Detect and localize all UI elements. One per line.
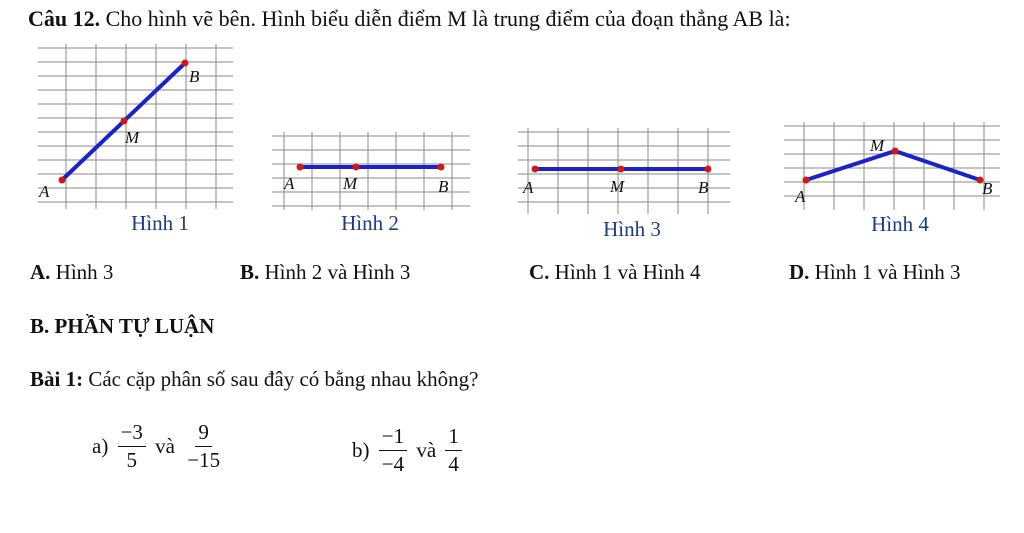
figure-1-point-b	[182, 60, 189, 67]
figure-4-point-a	[803, 177, 810, 184]
pair-b-fraction-2	[445, 425, 462, 476]
figure-3-point-b	[705, 166, 712, 173]
figure-2-grid	[272, 132, 470, 210]
fraction-pair-a	[92, 421, 227, 472]
pair-a-f2-numerator: 9	[195, 421, 212, 447]
pair-b-f2-numerator: 1	[445, 425, 462, 451]
question-title	[28, 6, 791, 32]
option-d-letter: D.	[789, 260, 810, 284]
pair-b-label: b)	[352, 438, 370, 463]
figure-2-caption: Hình 2	[341, 211, 399, 235]
figure-1	[38, 44, 238, 214]
exercise-prompt	[30, 367, 478, 392]
pair-a-fraction-2	[184, 421, 223, 472]
pair-a-f1-numerator: −3	[118, 421, 146, 447]
option-a[interactable]	[30, 260, 113, 285]
figure-2	[272, 132, 472, 212]
option-b-letter: B.	[240, 260, 260, 284]
figure-4-label-m: M	[870, 136, 885, 155]
figure-4-caption: Hình 4	[871, 212, 929, 236]
option-b-text: Hình 2 và Hình 3	[264, 260, 411, 284]
figure-1-grid	[38, 44, 233, 209]
figure-2-label-b: B	[438, 177, 449, 196]
figure-3	[518, 128, 733, 218]
fraction-pair-b	[352, 425, 466, 476]
section-title: B. PHẦN TỰ LUẬN	[30, 314, 215, 338]
figure-3-label-m: M	[610, 177, 625, 196]
figure-4-label-b: B	[982, 179, 993, 198]
pair-b-f1-numerator: −1	[379, 425, 407, 451]
question-number: Câu 12.	[28, 6, 101, 31]
figure-3-point-m	[618, 166, 625, 173]
pair-b-f2-denominator: 4	[448, 452, 459, 477]
option-b[interactable]	[240, 260, 410, 285]
pair-a-joiner: và	[155, 434, 175, 459]
pair-a-f1-denominator: 5	[126, 448, 137, 473]
figure-4-label-a: A	[795, 187, 806, 206]
option-c-text: Hình 1 và Hình 4	[554, 260, 701, 284]
pair-b-joiner: và	[416, 438, 437, 463]
pair-a-fraction-1	[118, 421, 146, 472]
option-a-letter: A.	[30, 260, 51, 284]
figure-1-label-m: M	[125, 128, 140, 147]
figure-1-point-a	[59, 177, 66, 184]
option-a-text: Hình 3	[55, 260, 114, 284]
pair-b-fraction-1	[379, 425, 407, 476]
figure-3-label-b: B	[698, 178, 709, 197]
figure-2-point-b	[438, 164, 445, 171]
question-text: Cho hình vẽ bên. Hình biểu diễn điểm M là trung điểm của đoạn thẳng AB là:	[105, 6, 791, 31]
pair-a-f2-denominator: −15	[187, 448, 221, 473]
figure-1-label-a: A	[39, 182, 50, 201]
pair-b-f1-denominator: −4	[381, 452, 405, 477]
option-c[interactable]	[529, 260, 701, 285]
figure-2-point-m	[353, 164, 360, 171]
figure-1-point-m	[121, 118, 128, 125]
figure-4-grid	[784, 122, 1000, 210]
option-d[interactable]	[789, 260, 961, 285]
figure-4	[784, 122, 1004, 212]
figure-3-point-a	[532, 166, 539, 173]
exercise-text: Các cặp phân số sau đây có bằng nhau không?	[88, 367, 479, 391]
figure-3-label-a: A	[523, 178, 534, 197]
figure-3-caption: Hình 3	[603, 217, 661, 241]
figure-2-label-a: A	[284, 174, 295, 193]
pair-a-label: a)	[92, 434, 109, 459]
option-c-letter: C.	[529, 260, 550, 284]
exercise-number: Bài 1:	[30, 367, 84, 391]
figure-2-label-m: M	[343, 174, 358, 193]
figure-1-caption: Hình 1	[131, 211, 189, 235]
figure-2-point-a	[297, 164, 304, 171]
figure-1-label-b: B	[189, 67, 200, 86]
figure-4-point-m	[892, 148, 899, 155]
option-d-text: Hình 1 và Hình 3	[814, 260, 961, 284]
